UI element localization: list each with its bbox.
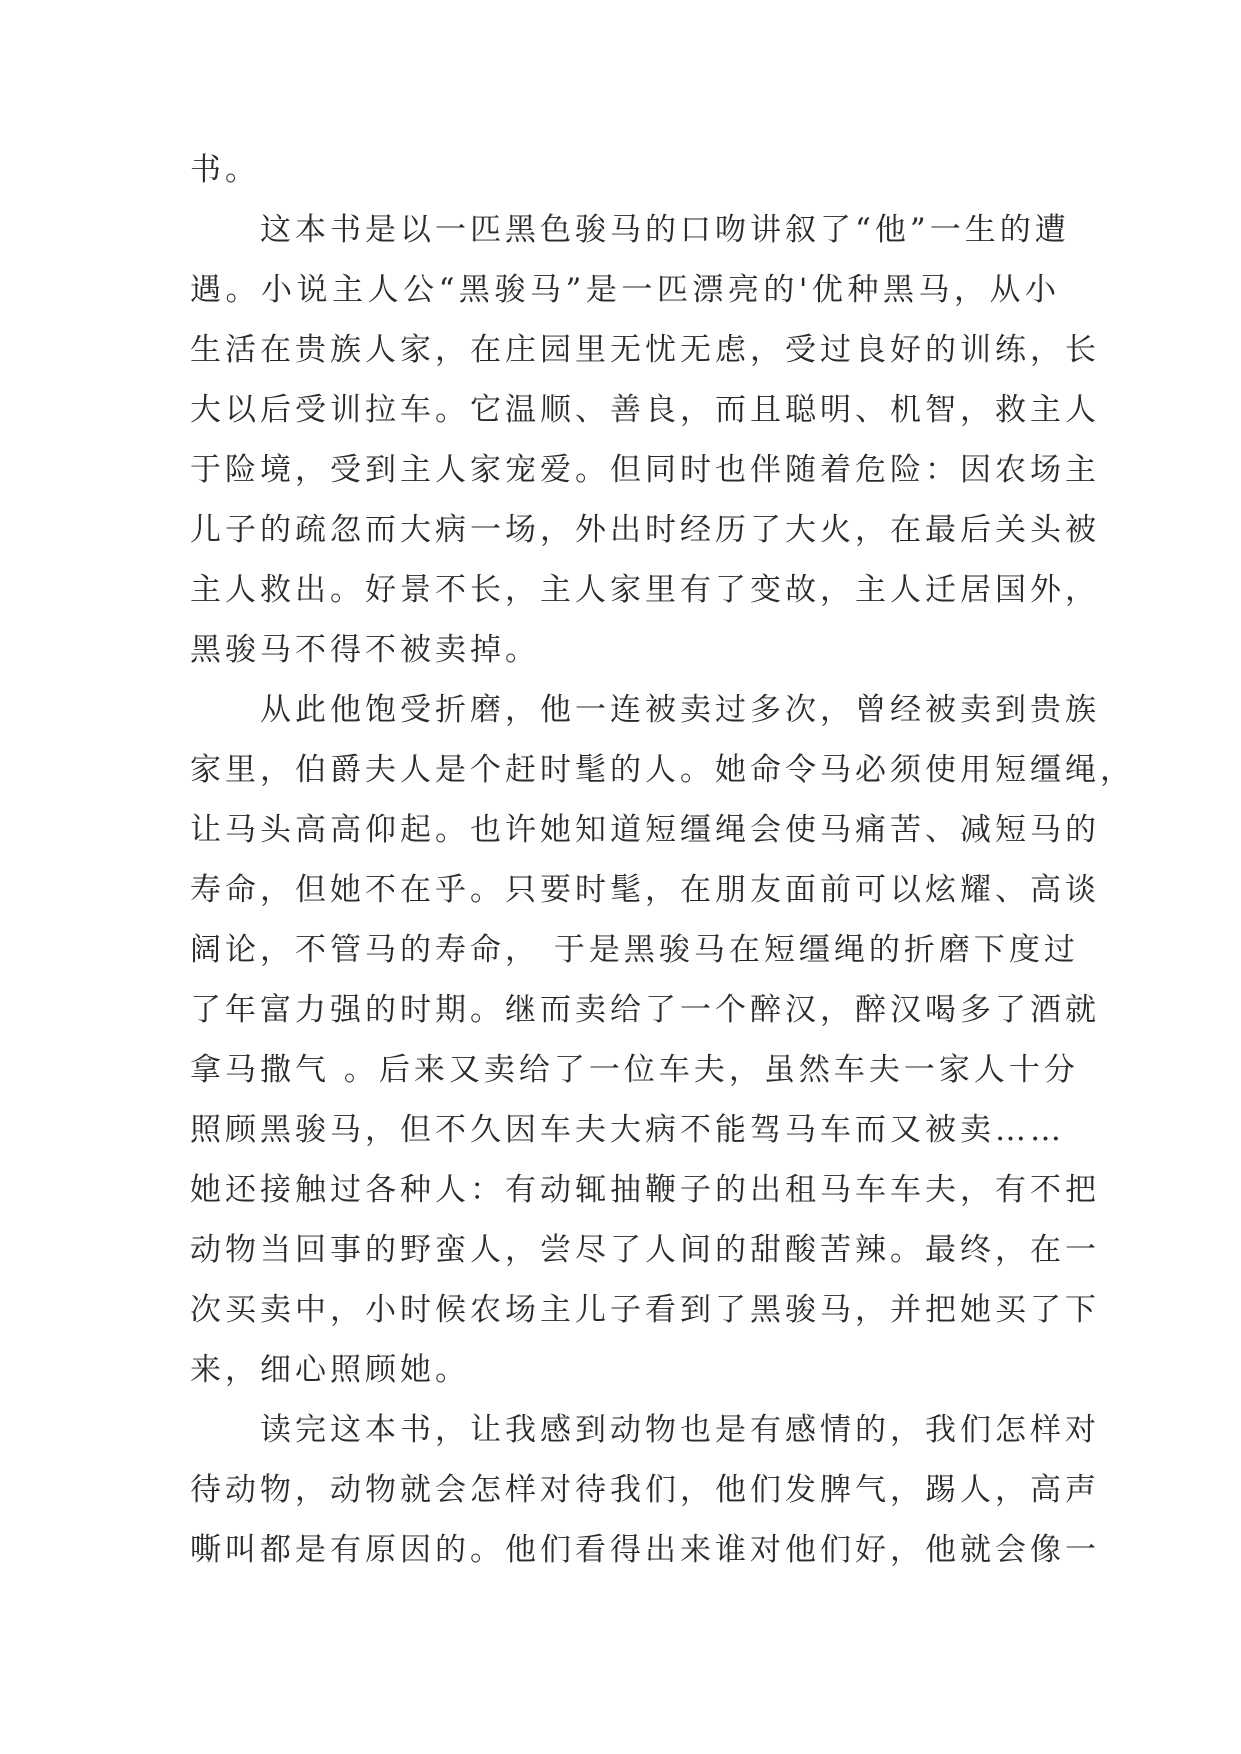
text-line: 嘶叫都是有原因的。他们看得出来谁对他们好，他就会像一 <box>190 1532 1100 1568</box>
text-line: 待动物，动物就会怎样对待我们，他们发脾气，踢人，高声 <box>190 1472 1100 1508</box>
text-line: 家里，伯爵夫人是个赶时髦的人。她命令马必须使用短缰绳， <box>190 752 1135 788</box>
text-line: 动物当回事的野蛮人，尝尽了人间的甜酸苦辣。最终，在一 <box>190 1232 1100 1268</box>
text-line: 儿子的疏忽而大病一场，外出时经历了大火，在最后关头被 <box>190 512 1100 548</box>
text-line: 照顾黑骏马，但不久因车夫大病不能驾马车而又被卖…… <box>190 1112 1065 1148</box>
paragraph-first-line: 从此他饱受折磨，他一连被卖过多次，曾经被卖到贵族 <box>260 692 1100 728</box>
text-line: 书。 <box>190 152 260 188</box>
text-line: 阔论，不管马的寿命， 于是黑骏马在短缰绳的折磨下度过 <box>190 932 1079 968</box>
paragraph-first-line: 这本书是以一匹黑色骏马的口吻讲叙了“他”一生的遭 <box>260 212 1070 248</box>
text-line: 遇。小说主人公“黑骏马”是一匹漂亮的'优种黑马，从小 <box>190 272 1060 308</box>
text-line: 了年富力强的时期。继而卖给了一个醉汉，醉汉喝多了酒就 <box>190 992 1100 1028</box>
text-line: 黑骏马不得不被卖掉。 <box>190 632 540 668</box>
text-line: 让马头高高仰起。也许她知道短缰绳会使马痛苦、减短马的 <box>190 812 1100 848</box>
text-line: 拿马撒气 。后来又卖给了一位车夫，虽然车夫一家人十分 <box>190 1052 1079 1088</box>
paragraph-first-line: 读完这本书，让我感到动物也是有感情的，我们怎样对 <box>260 1412 1100 1448</box>
text-line: 次买卖中，小时候农场主儿子看到了黑骏马，并把她买了下 <box>190 1292 1100 1328</box>
text-line: 寿命，但她不在乎。只要时髦，在朋友面前可以炫耀、高谈 <box>190 872 1100 908</box>
text-line: 她还接触过各种人：有动辄抽鞭子的出租马车车夫，有不把 <box>190 1172 1100 1208</box>
text-line: 来，细心照顾她。 <box>190 1352 470 1388</box>
text-line: 主人救出。好景不长，主人家里有了变故，主人迁居国外， <box>190 572 1100 608</box>
body-text <box>190 140 1135 1580</box>
text-line: 于险境，受到主人家宠爱。但同时也伴随着危险：因农场主 <box>190 452 1100 488</box>
text-line: 大以后受训拉车。它温顺、善良，而且聪明、机智，救主人 <box>190 392 1100 428</box>
text-line: 生活在贵族人家，在庄园里无忧无虑，受过良好的训练，长 <box>190 332 1100 368</box>
